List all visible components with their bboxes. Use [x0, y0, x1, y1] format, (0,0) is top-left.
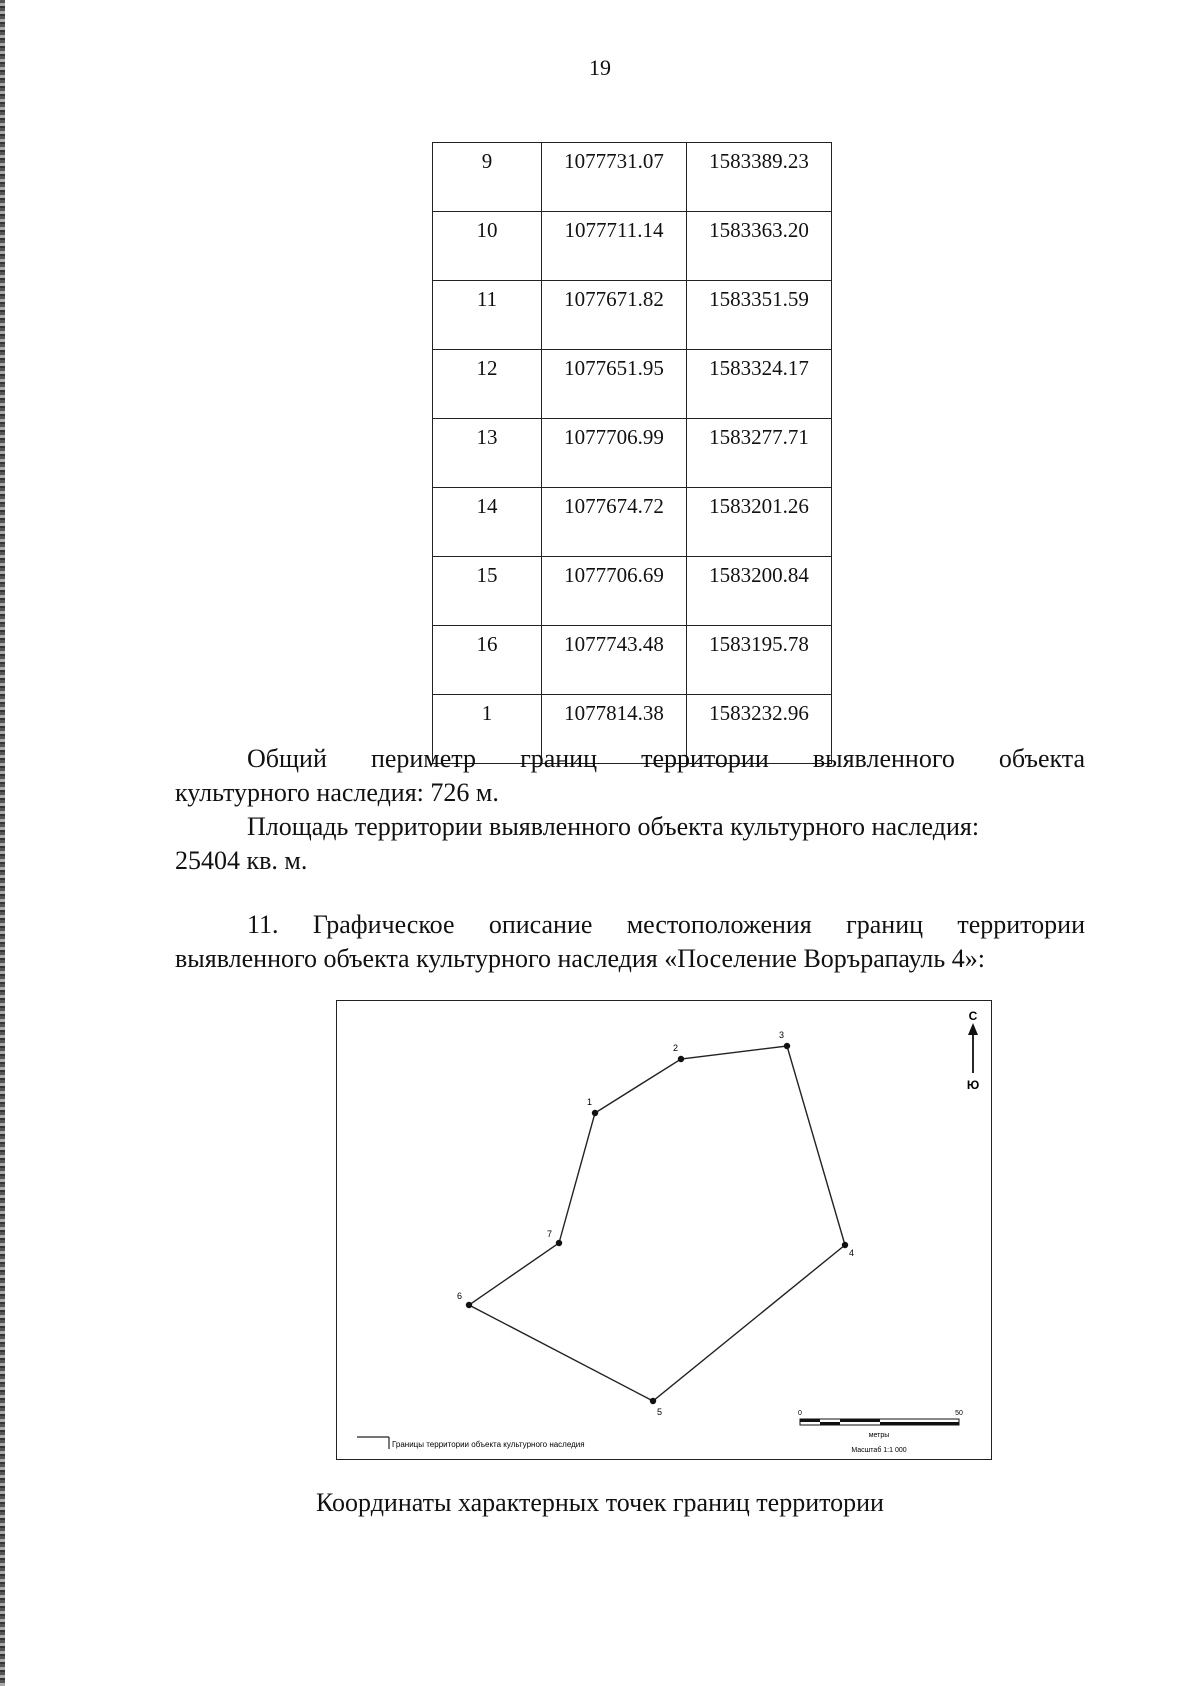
- boundary-point-label: 7: [547, 1229, 553, 1239]
- y-coordinate-cell: 1583351.59: [687, 281, 832, 350]
- table-row: [433, 419, 832, 488]
- y-coordinate-cell: 1583195.78: [687, 626, 832, 695]
- boundary-point-label: 1: [587, 1097, 593, 1107]
- scalebar-start: 0: [798, 1410, 802, 1417]
- legend-label: Границы территории объекта культурного наследия: [392, 1440, 585, 1449]
- boundary-point-label: 2: [673, 1043, 679, 1053]
- x-coordinate-cell: 1077731.07: [542, 143, 687, 212]
- scale-text: Масштаб 1:1 000: [851, 1447, 907, 1454]
- y-coordinate-cell: 1583232.96: [687, 695, 832, 764]
- point-number-cell: 10: [433, 212, 542, 281]
- table-row: [433, 143, 832, 212]
- coordinates-caption: Координаты характерных точек границ территории: [316, 1488, 884, 1517]
- point-number-cell: 15: [433, 557, 542, 626]
- table-row: [433, 281, 832, 350]
- table-row: [433, 626, 832, 695]
- scan-edge: [0, 0, 5, 1686]
- scalebar-units: метры: [868, 1432, 890, 1439]
- y-coordinate-cell: 1583201.26: [687, 488, 832, 557]
- x-coordinate-cell: 1077651.95: [542, 350, 687, 419]
- territory-boundary: [469, 1046, 845, 1401]
- boundary-point-marker: [592, 1110, 598, 1116]
- boundary-point-marker: [678, 1056, 684, 1062]
- perimeter-paragraph: [175, 742, 1085, 810]
- table-row: [433, 212, 832, 281]
- x-coordinate-cell: 1077674.72: [542, 488, 687, 557]
- section-11-line-1: 11. Графическое описание местоположения границ территории: [247, 910, 1085, 939]
- section-11-line-2: выявленного объекта культурного наследия «Поселение Ворърапауль 4»:: [175, 944, 985, 973]
- table-row: [433, 557, 832, 626]
- table-row: [433, 488, 832, 557]
- boundary-map: [336, 1000, 992, 1460]
- boundary-point-marker: [842, 1242, 848, 1248]
- y-coordinate-cell: 1583277.71: [687, 419, 832, 488]
- map-legend: [357, 1437, 585, 1449]
- x-coordinate-cell: 1077671.82: [542, 281, 687, 350]
- boundary-point-marker: [650, 1398, 656, 1404]
- area-line-2: 25404 кв. м.: [175, 846, 308, 875]
- boundary-point-label: 6: [457, 1291, 463, 1301]
- boundary-point-label: 4: [849, 1248, 855, 1258]
- point-number-cell: 9: [433, 143, 542, 212]
- x-coordinate-cell: 1077711.14: [542, 212, 687, 281]
- south-label: Ю: [966, 1078, 980, 1092]
- scale-bar: [798, 1410, 963, 1454]
- y-coordinate-cell: 1583389.23: [687, 143, 832, 212]
- point-number-cell: 14: [433, 488, 542, 557]
- page-number: 19: [589, 55, 611, 80]
- table-row: [433, 350, 832, 419]
- perimeter-line-2: культурного наследия: 726 м.: [175, 778, 499, 807]
- boundary-point-marker: [556, 1240, 562, 1246]
- x-coordinate-cell: 1077814.38: [542, 695, 687, 764]
- x-coordinate-cell: 1077743.48: [542, 626, 687, 695]
- point-number-cell: 1: [433, 695, 542, 764]
- y-coordinate-cell: 1583200.84: [687, 557, 832, 626]
- y-coordinate-cell: 1583363.20: [687, 212, 832, 281]
- boundary-point-marker: [466, 1302, 472, 1308]
- x-coordinate-cell: 1077706.69: [542, 557, 687, 626]
- scalebar-end: 50: [955, 1410, 963, 1417]
- y-coordinate-cell: 1583324.17: [687, 350, 832, 419]
- x-coordinate-cell: 1077706.99: [542, 419, 687, 488]
- north-arrow: [967, 1009, 979, 1092]
- point-number-cell: 12: [433, 350, 542, 419]
- point-number-cell: 11: [433, 281, 542, 350]
- point-number-cell: 16: [433, 626, 542, 695]
- boundary-point-label: 5: [657, 1407, 663, 1417]
- section-11-paragraph: [175, 908, 1085, 976]
- coordinates-table: [432, 142, 832, 764]
- north-label: С: [968, 1009, 978, 1023]
- perimeter-line-1: Общий периметр границ территории выявленного объекта: [247, 744, 1085, 773]
- area-paragraph: [175, 810, 1085, 878]
- boundary-point-label: 3: [779, 1030, 785, 1040]
- point-number-cell: 13: [433, 419, 542, 488]
- area-line-1: Площадь территории выявленного объекта культурного наследия:: [247, 812, 980, 841]
- boundary-point-marker: [784, 1043, 790, 1049]
- boundary-map-svg: [337, 1001, 993, 1461]
